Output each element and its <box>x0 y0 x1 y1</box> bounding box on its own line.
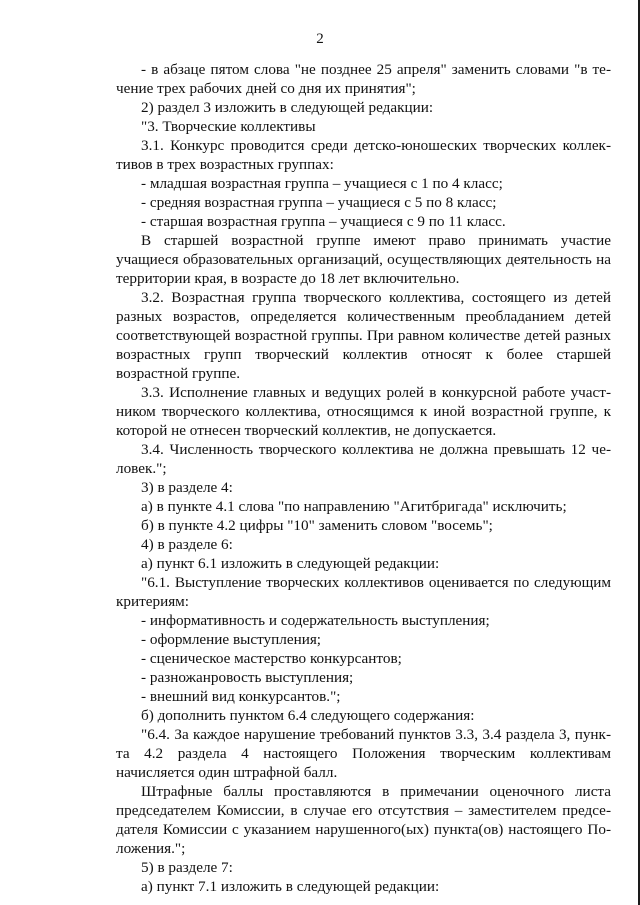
list-item: б) в пункте 4.2 цифры "10" заменить словом "восемь"; <box>141 517 493 534</box>
list-item: б) дополнить пунктом 6.4 следующего содержания: <box>141 707 475 724</box>
list-item: - средняя возрастная группа – учащиеся с 5 по 8 класс; <box>141 194 497 211</box>
paragraph: 3.4. Численность творческого коллектива не должна превышать 12 человек."; <box>116 441 611 477</box>
paragraph: 3.1. Конкурс проводится среди детско-юношеских творческих коллективов в трех возрастных группах: <box>116 137 611 173</box>
paragraph: - в абзаце пятом слова "не позднее 25 апреля" заменить словами "в течение трех рабочих дней со дня их принятия"; <box>116 61 611 97</box>
paragraph: "6.1. Выступление творческих коллективов оценивается по следующим критериям: <box>116 574 611 610</box>
paragraph: Штрафные баллы проставляются в примечании оценочного листа председателем Комиссии, в случае его отсутствия – заместителем председателя Комиссии с указанием нарушенного(ых) пункта(ов) настоящего Положения."; <box>116 783 611 857</box>
list-item: - разножанровость выступления; <box>141 669 354 686</box>
document-body <box>116 60 611 896</box>
page-number: 2 <box>316 31 324 47</box>
paragraph: 3.3. Исполнение главных и ведущих ролей в конкурсной работе участником творческого коллектива, относящимся к иной возрастной группе, к которой не отнесен творческий коллектив, не допускается. <box>116 384 611 439</box>
list-item: - внешний вид конкурсантов."; <box>141 688 341 705</box>
list-item: - сценическое мастерство конкурсантов; <box>141 650 402 667</box>
paragraph: 2) раздел 3 изложить в следующей редакции: <box>141 99 434 116</box>
paragraph: 4) в разделе 6: <box>141 536 233 553</box>
list-item: а) пункт 7.1 изложить в следующей редакции: <box>141 878 440 895</box>
section-heading: "3. Творческие коллективы <box>141 118 316 135</box>
paragraph: 3.2. Возрастная группа творческого коллектива, состоящего из детей разных возрастов, определяется количественным преобладанием детей соответствующей возрастной группы. При равном количестве детей разных возрастных групп творческий коллектив относят к более старшей возрастной группе. <box>116 289 611 382</box>
paragraph: "6.4. За каждое нарушение требований пунктов 3.3, 3.4 раздела 3, пункта 4.2 раздела 4 настоящего Положения творческим коллективам начисляется один штрафной балл. <box>116 726 611 781</box>
list-item: - оформление выступления; <box>141 631 322 648</box>
list-item: а) в пункте 4.1 слова "по направлению "Агитбригада" исключить; <box>141 498 567 515</box>
paragraph: 3) в разделе 4: <box>141 479 233 496</box>
list-item: а) пункт 6.1 изложить в следующей редакции: <box>141 555 440 572</box>
list-item: - информативность и содержательность выступления; <box>141 612 490 629</box>
paragraph: В старшей возрастной группе имеют право принимать участие учащиеся образовательных организаций, осуществляющих деятельность на территории края, в возрасте до 18 лет включительно. <box>116 232 611 287</box>
list-item: - младшая возрастная группа – учащиеся с 1 по 4 класс; <box>141 175 503 192</box>
paragraph: 5) в разделе 7: <box>141 859 233 876</box>
list-item: - старшая возрастная группа – учащиеся с 9 по 11 класс. <box>141 213 506 230</box>
